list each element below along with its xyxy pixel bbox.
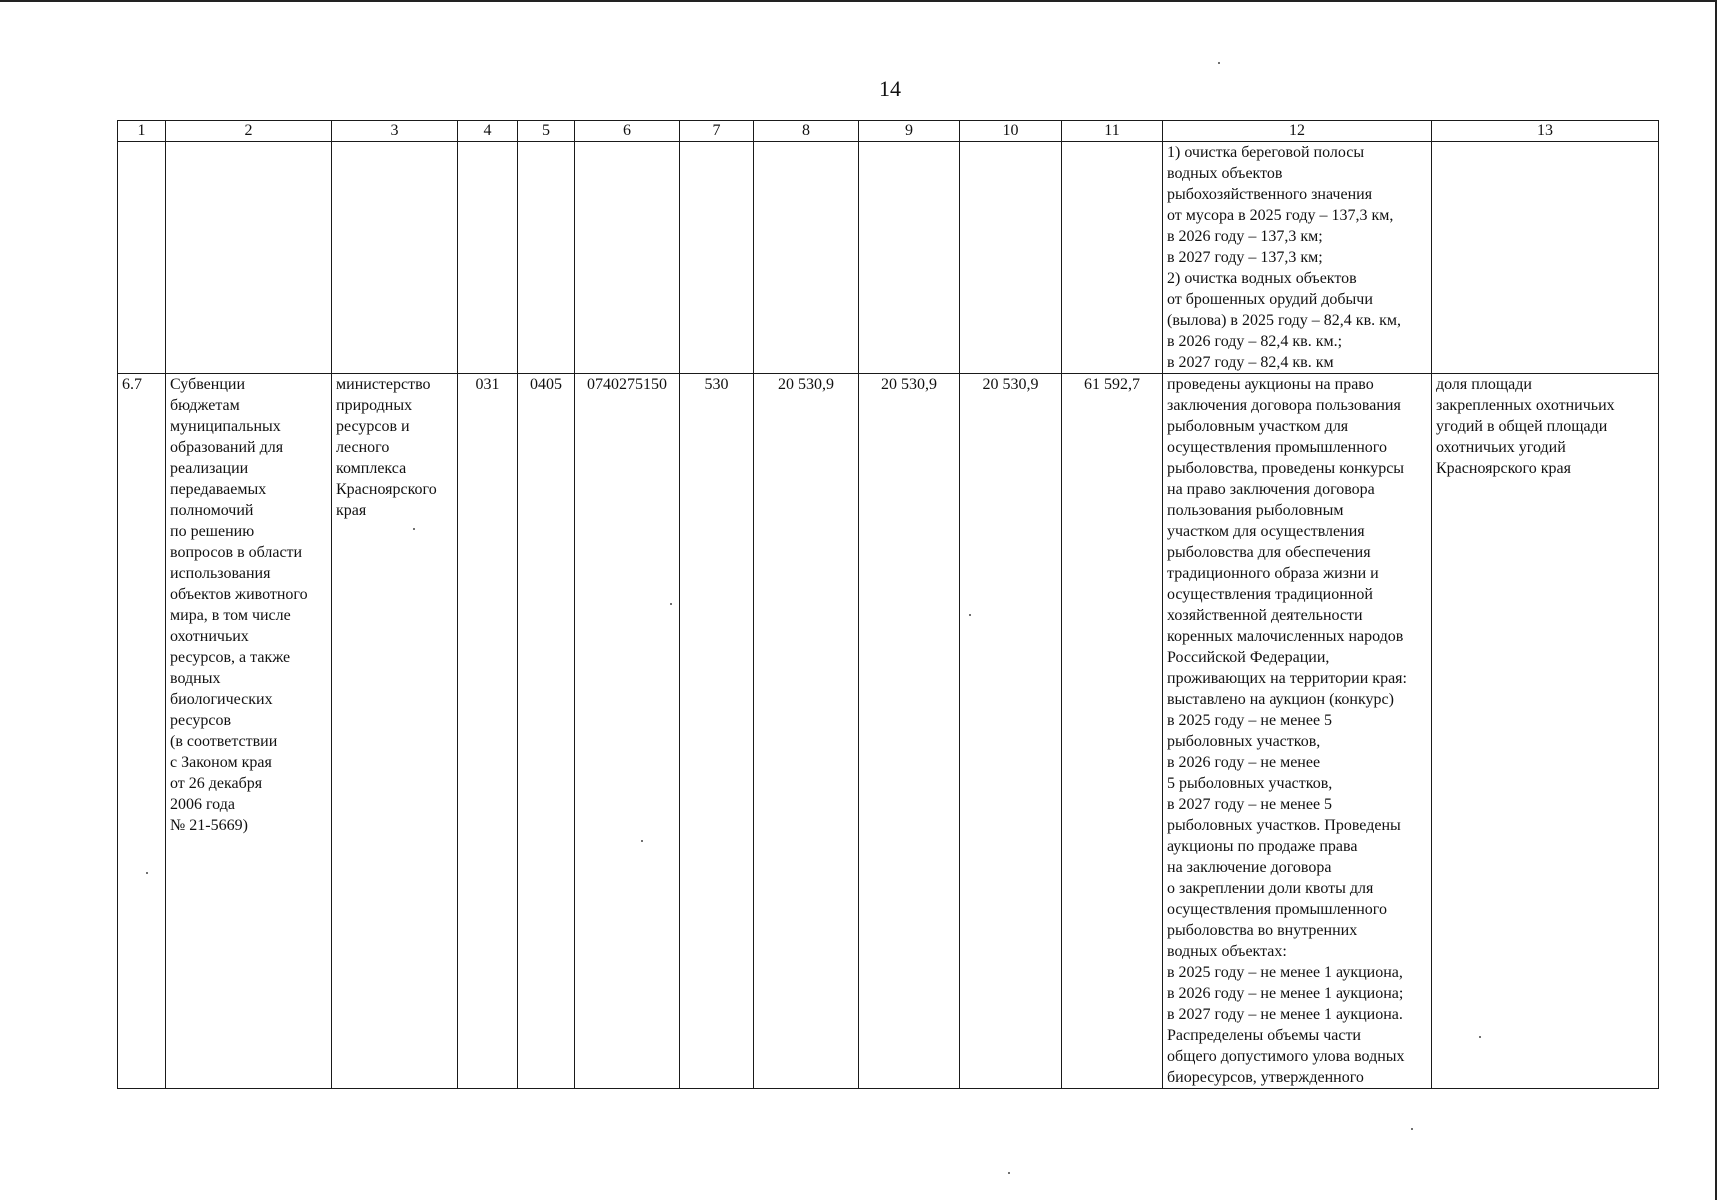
col-header: 13 <box>1432 121 1659 142</box>
scan-speck <box>1218 62 1220 64</box>
amount-total: 61 592,7 <box>1062 374 1163 1089</box>
scan-speck <box>1008 1172 1010 1174</box>
indicator: доля площади закрепленных охотничьих угодий в общей площади охотничьих угодий Красноярского края <box>1432 374 1659 1089</box>
header-row <box>118 121 1659 142</box>
scan-speck <box>641 840 643 842</box>
amount-2025: 20 530,9 <box>754 374 859 1089</box>
scan-speck <box>969 614 971 616</box>
table-row-continuation <box>118 142 1659 374</box>
col-header: 8 <box>754 121 859 142</box>
col-header: 9 <box>859 121 960 142</box>
grbs-code: 031 <box>458 374 518 1089</box>
col-header: 7 <box>680 121 754 142</box>
activity-name: Субвенции бюджетам муниципальных образований для реализации передаваемых полномочий по решению вопросов в области использования объектов животного мира, в том числе охотничьих ресурсов, а также водных биологических ресурсов (в соответствии с Законом края от 26 декабря 2006 года № 21-5669) <box>166 374 332 1089</box>
amount-2027: 20 530,9 <box>960 374 1062 1089</box>
col-header: 5 <box>518 121 575 142</box>
scan-speck <box>1479 1036 1481 1038</box>
table-row-6-7 <box>118 374 1659 1089</box>
col-header: 3 <box>332 121 458 142</box>
col-header: 4 <box>458 121 518 142</box>
amount-2026: 20 530,9 <box>859 374 960 1089</box>
col-header: 1 <box>118 121 166 142</box>
col-header: 10 <box>960 121 1062 142</box>
scan-speck <box>146 872 148 874</box>
scan-speck <box>413 528 415 530</box>
col-header: 11 <box>1062 121 1163 142</box>
scan-speck <box>670 603 672 605</box>
col-header: 6 <box>575 121 680 142</box>
col-header: 2 <box>166 121 332 142</box>
row-number: 6.7 <box>118 374 166 1089</box>
page-number: 14 <box>879 76 901 101</box>
result-text-continued: 1) очистка береговой полосы водных объектов рыбохозяйственного значения от мусора в 2025 году – 137,3 км, в 2026 году – 137,3 км; в 2027 году – 137,3 км; 2) очистка водных объектов от брошенных орудий добычи (вылова) в 2025 году – 82,4 кв. км, в 2026 году – 82,4 кв. км.; в 2027 году – 82,4 кв. км <box>1163 142 1432 374</box>
executor: министерство природных ресурсов и лесного комплекса Красноярского края <box>332 374 458 1089</box>
col-header: 12 <box>1163 121 1432 142</box>
section-code: 0405 <box>518 374 575 1089</box>
scan-border-top <box>0 0 1717 2</box>
target-article-code: 0740275150 <box>575 374 680 1089</box>
expense-type-code: 530 <box>680 374 754 1089</box>
expected-result: проведены аукционы на право заключения договора пользования рыболовным участком для осуществления промышленного рыболовства, проведены конкурсы на право заключения договора пользования рыболовным участком для осуществления рыболовства для обеспечения традиционного образа жизни и осуществления традиционной хозяйственной деятельности коренных малочисленных народов Российской Федерации, проживающих на территории края: выставлено на аукцион (конкурс) в 2025 году – не менее 5 рыболовных участков, в 2026 году – не менее 5 рыболовных участков, в 2027 году – не менее 5 рыболовных участков. Проведены аукционы по продаже права на заключение договора о закреплении доли квоты для осуществления промышленного рыболовства во внутренних водных объектах: в 2025 году – не менее 1 аукциона, в 2026 году – не менее 1 аукциона; в 2027 году – не менее 1 аукциона. Распределены объемы части общего допустимого улова водных биоресурсов, утвержденного <box>1163 374 1432 1089</box>
program-table <box>117 120 1659 1089</box>
scan-speck <box>1411 1128 1413 1130</box>
